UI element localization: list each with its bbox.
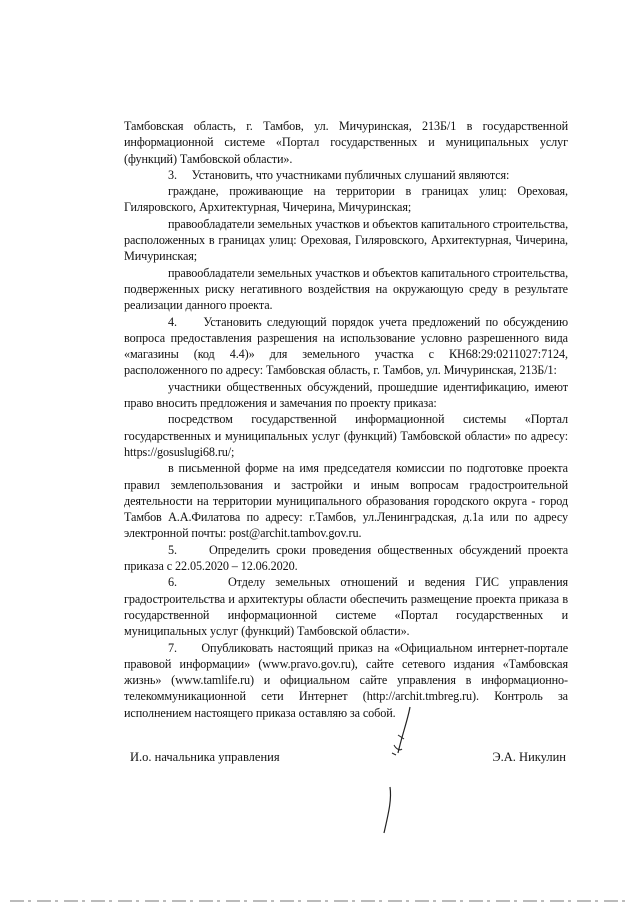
procedure-online-portal: посредством государственной информационной системы «Портал государственных и муниципальных услуг (функций) Тамбовской области» по адресу: https://gosuslugi68.ru/;	[124, 412, 568, 459]
item-7-publication: 7. Опубликовать настоящий приказ на «Официальном интернет-портале правовой информации» (www.pravo.gov.ru), сайте сетевого издания «Тамбовская жизнь» (www.tamlife.ru) и официальном сайте управления в информационно-телекоммуникационной сети Интернет (http://archit.tmbreg.ru). Контроль за исполнением настоящего приказа оставляю за собой.	[124, 640, 568, 720]
participants-owners-in-bounds: правообладатели земельных участков и объектов капитального строительства, расположенных в границах улиц: Ореховая, Гиляровского, Архитектурная, Чичерина, Мичуринская;	[124, 216, 569, 264]
signatory-position: И.о. начальника управления	[130, 750, 280, 764]
participants-citizens: граждане, проживающие на территории в границах улиц: Ореховая, Гиляровского, Архитектурная, Чичерина, Мичуринская;	[124, 184, 568, 215]
paragraph-address-continuation: Тамбовская область, г. Тамбов, ул. Мичуринская, 213Б/1 в государственной информационной системе «Портал государственных и муниципальных услуг (функций) Тамбовской области».	[124, 119, 568, 166]
procedure-written-form: в письменной форме на имя председателя комиссии по подготовке проекта правил землепользования и застройки и иным вопросам градостроительной деятельности на территории муниципального образования городского округа - город Тамбов А.А.Филатова по адресу: г.Тамбов, ул.Ленинградская, д.1а или по адресу электронной почты: post@archit.tambov.gov.ru.	[124, 461, 568, 541]
scan-edge-artifact	[0, 896, 640, 905]
item-6-gis-department: 6. Отделу земельных отношений и ведения ГИС управления градостроительства и архитектуры области обеспечить размещение проекта приказа в государственной информационной системе «Портал государственных и муниципальных услуг (функций) Тамбовской области».	[124, 575, 568, 639]
document-body	[124, 118, 568, 721]
item-5-deadlines: 5. Определить сроки проведения общественных обсуждений проекта приказа с 22.05.2020 – 12.06.2020.	[124, 542, 568, 574]
signature-scribble	[380, 705, 440, 845]
signature-row	[130, 750, 566, 765]
participants-owners-at-risk: правообладатели земельных участков и объектов капитального строительства, подверженных риску негативного воздействия на окружающую среду в результате реализации данного проекта.	[124, 265, 569, 313]
signatory-name: Э.А. Никулин	[492, 750, 566, 764]
item-4-proposal-procedure: 4. Установить следующий порядок учета предложений по обсуждению вопроса предоставления разрешения на использование условно разрешенного вида «магазины (код 4.4)» для земельного участка с КН68:29:0211027:7124, расположенного по адресу: Тамбовская область, г. Тамбов, ул. Мичуринская, 213Б/1:	[124, 314, 568, 378]
item-3-participants: 3. Установить, что участниками публичных слушаний являются:	[168, 167, 510, 182]
procedure-participants-rights: участники общественных обсуждений, прошедшие идентификацию, имеют право вносить предложения и замечания по проекту приказа:	[124, 379, 568, 411]
